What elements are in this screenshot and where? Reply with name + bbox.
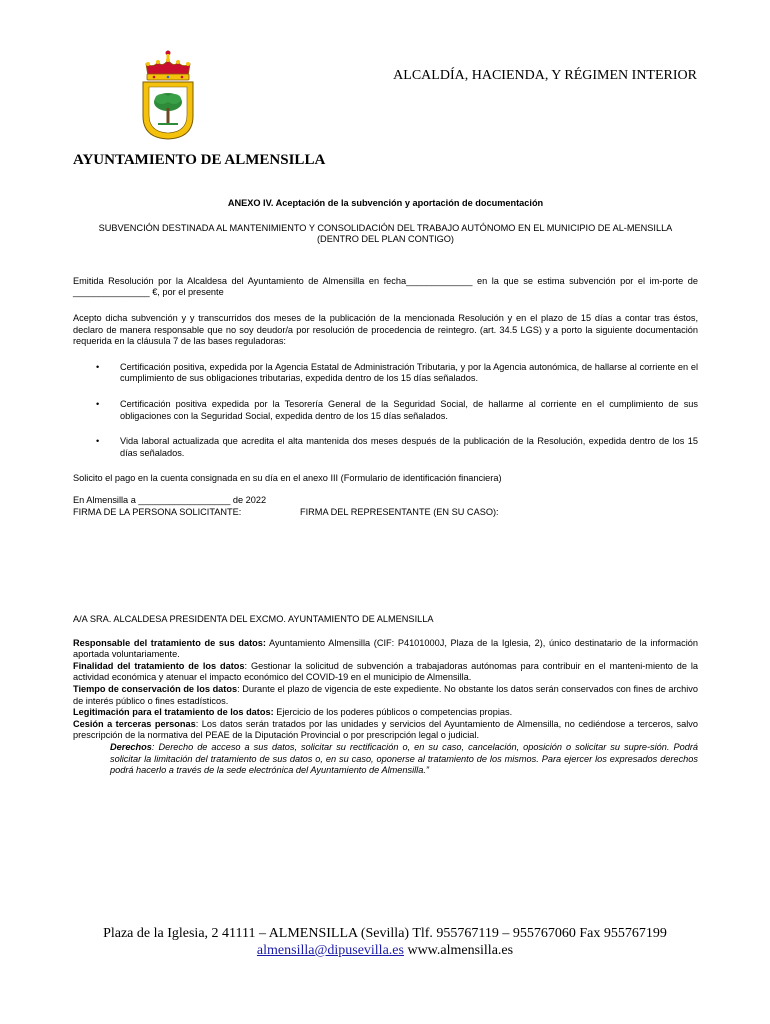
signature-labels <box>73 507 698 519</box>
privacy-purpose: Finalidad del tratamiento de los datos: Gestionar la solicitud de subvención a trabajadoras autónomas para contribuir en el manteni-miento de la actividad económica y atenuar el impacto económico del COVID-19 en el municipio de Almensilla. <box>73 660 699 683</box>
bullet-icon: • <box>96 361 100 372</box>
footer-address: Plaza de la Iglesia, 2 41111 – ALMENSILLA (Sevilla) Tlf. 955767119 – 955767060 Fax 955767199 <box>103 926 667 941</box>
list-item: • Certificación positiva, expedida por la Agencia Estatal de Administración Tributaria, y por la Agencia autonómica, de hallarse al corriente en el cumplimiento de sus obligaciones tributarias, expedida dentro de los 15 días señalados. <box>96 361 698 384</box>
document-body <box>73 198 698 777</box>
privacy-legitimation: Legitimación para el tratamiento de los datos: Ejercicio de los poderes públicos o competencias propias. <box>73 707 513 718</box>
bullet-icon: • <box>96 436 100 447</box>
payment-request: Solicito el pago en la cuenta consignada en su día en el anexo III (Formulario de identificación financiera) <box>73 473 502 484</box>
department-header: ALCALDÍA, HACIENDA, Y RÉGIMEN INTERIOR <box>393 68 697 83</box>
requirements-list <box>73 362 698 460</box>
email-link[interactable]: almensilla@dipusevilla.es <box>256 943 404 958</box>
resolution-paragraph: Emitida Resolución por la Alcaldesa del Ayuntamiento de Almensilla en fecha_____________ en la que se estima subvención por el im-porte de _______________ €, por el presente <box>73 275 698 298</box>
privacy-rights: Derechos: Derecho de acceso a sus datos, solicitar su rectificación o, en su caso, cancelación, oposición o solicitar su supre-sión. Podrá solicitar la limitación del tratamiento de sus datos o, en su caso, oponerse al tratamiento de los mismos. Para ejercer los expresados derechos podrá hacerlo a través de la sede electrónica del Ayuntamiento de Almensilla.” <box>110 742 698 776</box>
list-item: • Certificación positiva expedida por la Tesorería General de la Seguridad Social, de hallarme al corriente en el cumplimiento de sus obligaciones con la Seguridad Social, expedida dentro de los 15 días señalados. <box>96 398 698 421</box>
organization-name: AYUNTAMIENTO DE ALMENSILLA <box>73 152 326 168</box>
coat-of-arms-logo <box>140 50 196 140</box>
place-date-line: En Almensilla a __________________ de 2022 <box>73 494 267 505</box>
signature-representative-label: FIRMA DEL REPRESENTANTE (EN SU CASO): <box>300 506 499 517</box>
website-text: www.almensilla.es <box>403 943 514 958</box>
crown-icon <box>146 51 190 81</box>
signature-applicant-label: FIRMA DE LA PERSONA SOLICITANTE: <box>73 506 242 517</box>
list-item: • Vida laboral actualizada que acredita el alta mantenida dos meses después de la publicación de la Resolución, expedida dentro de los 15 días señalados. <box>96 436 698 458</box>
subvention-title: SUBVENCIÓN DESTINADA AL MANTENIMIENTO Y CONSOLIDACIÓN DEL TRABAJO AUTÓNOMO EN EL MUNICIPIO DE AL-MENSILLA (DENTRO DEL PLAN CONTIGO) <box>98 222 673 245</box>
bullet-icon: • <box>96 398 100 409</box>
addressee: A/A SRA. ALCALDESA PRESIDENTA DEL EXCMO. AYUNTAMIENTO DE ALMENSILLA <box>73 614 434 625</box>
privacy-responsible: Responsable del tratamiento de sus datos: Ayuntamiento Almensilla (CIF: P4101000J, Plaza de la Iglesia, 2), único destinatario de la información aportada voluntariamente. <box>73 637 698 660</box>
privacy-notice <box>73 638 698 777</box>
page-footer <box>0 925 770 959</box>
annex-title: ANEXO IV. Aceptación de la subvención y aportación de documentación <box>227 198 544 208</box>
acceptance-paragraph: Acepto dicha subvención y y transcurridos dos meses de la publicación de la mencionada Resolución y en el plazo de 15 días a contar tras éstos, declaro de manera responsable que no soy deudor/a por resolución de procedencia de reintegro. (art. 34.5 LGS) y a porto la siguiente documentación requerida en la cláusula 7 de las bases reguladoras: <box>73 312 698 347</box>
privacy-transfer: Cesión a terceras personas: Los datos serán tratados por las unidades y servicios del Ayuntamiento de Almensilla, no cediéndose a terceros, salvo prescripción de la normativa del PEAE de la Diputación Provincial o por prescripción legal o judicial. <box>73 718 698 741</box>
footer-contact <box>0 942 770 959</box>
privacy-retention: Tiempo de conservación de los datos: Durante el plazo de vigencia de este expediente. No obstante los datos serán conservados con fines de archivo de interés público o fines estadísticos. <box>73 684 698 706</box>
